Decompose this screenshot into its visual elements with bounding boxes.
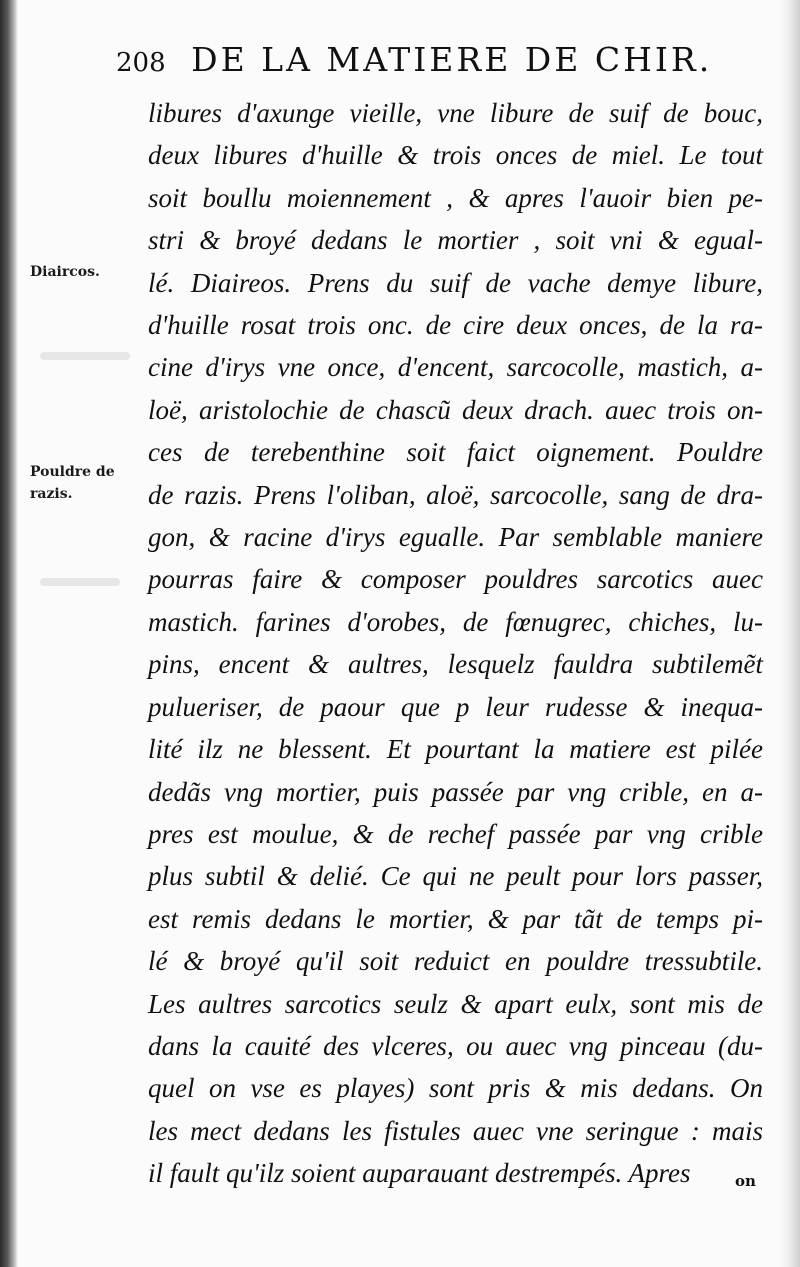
- margin-note-pouldre: Pouldre de: [30, 464, 115, 480]
- text-line: pulueriser, de paour que p leur rudesse & inequa-: [148, 691, 763, 722]
- text-line: cine d'irys vne once, d'encent, sarcocolle, mastich, a-: [148, 352, 763, 383]
- text-line: lé & broyé qu'il soit reduict en pouldre tressubtile.: [148, 946, 763, 977]
- text-line: Les aultres sarcotics seulz & apart eulx, sont mis de: [148, 988, 763, 1019]
- text-line: mastich. farines d'orobes, de fœnugrec, chiches, lu-: [148, 606, 763, 637]
- text-line: plus subtil & delié. Ce qui ne peult pour lors passer,: [148, 861, 763, 892]
- text-line: stri & broyé dedans le mortier , soit vni & egual-: [148, 225, 763, 256]
- running-header: [116, 40, 766, 79]
- text-line: est remis dedans le mortier, & par tãt de temps pi-: [148, 903, 763, 934]
- page-binding-shadow: [0, 0, 18, 1267]
- text-line: pins, encent & aultres, lesquelz fauldra subtilemẽt: [148, 649, 763, 680]
- bleed-through-mark: [40, 578, 120, 586]
- text-line: de razis. Prens l'oliban, aloë, sarcocolle, sang de dra-: [148, 479, 763, 510]
- page-number: 208: [116, 48, 166, 78]
- text-line: dans la cauité des vlceres, ou auec vng pinceau (du-: [148, 1030, 763, 1061]
- bleed-through-mark: [40, 352, 130, 360]
- text-line: loë, aristolochie de chascũ deux drach. auec trois on-: [148, 394, 763, 425]
- text-line: quel on vse es playes) sont pris & mis dedans. On: [148, 1073, 763, 1104]
- text-line: soit boullu moiennement , & apres l'auoir bien pe-: [148, 182, 763, 213]
- text-line: les mect dedans les fistules auec vne seringue : mais: [148, 1115, 763, 1146]
- text-line: lité ilz ne blessent. Et pourtant la matiere est pilée: [148, 734, 763, 765]
- text-line: libures d'axunge vieille, vne libure de suif de bouc,: [148, 98, 763, 128]
- text-line: gon, & racine d'irys egualle. Par semblable maniere: [148, 522, 763, 553]
- running-title: DE LA MATIERE DE CHIR.: [191, 40, 713, 79]
- text-line: ces de terebenthine soit faict oignement. Pouldre: [148, 437, 763, 468]
- text-line: pres est moulue, & de rechef passée par vng crible: [148, 818, 763, 849]
- text-line: il fault qu'ilz soient auparauant destrempés. Apres: [148, 1158, 691, 1189]
- page-right-edge: [780, 0, 800, 1267]
- body-text: [148, 92, 763, 1195]
- text-line: pourras faire & composer pouldres sarcotics auec: [148, 564, 763, 595]
- text-line: lé. Diaireos. Prens du suif de vache demye libure,: [148, 267, 763, 298]
- margin-note-diaircos: Diaircos.: [30, 264, 100, 280]
- margin-note-razis: razis.: [30, 486, 73, 502]
- text-line: d'huille rosat trois onc. de cire deux onces, de la ra-: [148, 310, 763, 341]
- text-line: dedãs vng mortier, puis passée par vng crible, en a-: [148, 776, 763, 807]
- text-line: deux libures d'huille & trois onces de miel. Le tout: [148, 140, 763, 171]
- catchword: on: [735, 1172, 756, 1190]
